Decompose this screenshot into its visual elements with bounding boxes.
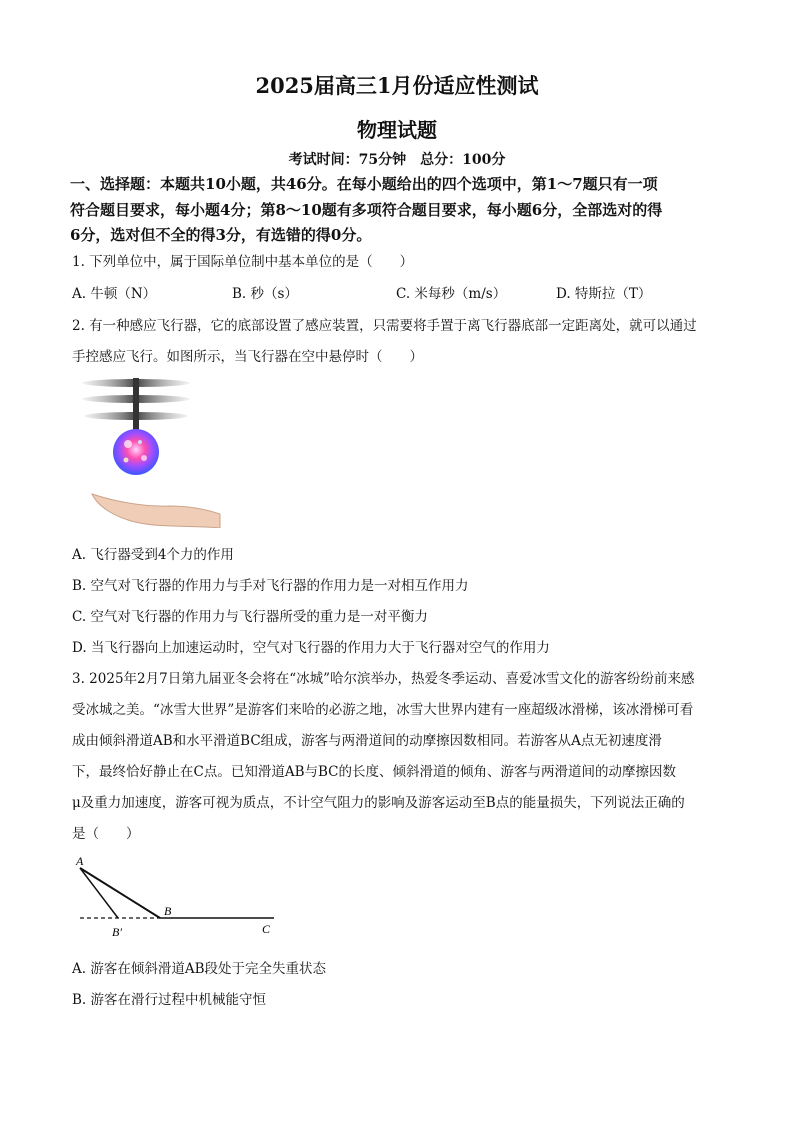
- q2-option-d: D. 当飞行器向上加速运动时，空气对飞行器的作用力大于飞行器对空气的作用力: [72, 640, 550, 656]
- q2-stem-line-1: 2. 有一种感应飞行器，它的底部设置了感应装置，只需要将手置于离飞行器底部一定距离处，就可以通过: [72, 318, 697, 334]
- slope-ab: [80, 868, 160, 918]
- q2-option-a: A. 飞行器受到4个力的作用: [72, 547, 234, 563]
- section-instructions-line-2: 符合题目要求，每小题4分；第8～10题有多项符合题目要求，每小题6分，全部选对的得: [70, 201, 663, 219]
- ice-slide-diagram: [72, 852, 278, 942]
- q3-stem-line-4: 下，最终恰好静止在C点。已知滑道AB与BC的长度、倾斜滑道的倾角、游客与两滑道间的动摩擦因数: [72, 764, 676, 780]
- q1-stem: 1. 下列单位中，属于国际单位制中基本单位的是（ ）: [72, 254, 414, 270]
- section-instructions-line-1: 一、选择题：本题共10小题，共46分。在每小题给出的四个选项中，第1～7题只有一项: [70, 175, 658, 193]
- label-b-prime: B′: [112, 925, 122, 939]
- q3-stem-line-3: 成由倾斜滑道AB和水平滑道BC组成，游客与两滑道间的动摩擦因数相同。若游客从A点无初速度滑: [72, 733, 662, 749]
- flying-ball-figure: [80, 372, 222, 528]
- exam-subtitle: 物理试题: [357, 118, 437, 142]
- exam-title: 2025届高三1月份适应性测试: [255, 73, 539, 98]
- q2-option-b: B. 空气对飞行器的作用力与手对飞行器的作用力是一对相互作用力: [72, 578, 469, 594]
- rotor-blades: [82, 378, 190, 430]
- q1-option-a: A. 牛顿（N）: [72, 286, 157, 302]
- q2-option-c: C. 空气对飞行器的作用力与飞行器所受的重力是一对平衡力: [72, 609, 428, 625]
- q1-option-c: C. 米每秒（m/s）: [396, 286, 507, 302]
- label-b: B: [164, 904, 172, 918]
- label-a: A: [76, 854, 84, 868]
- q1-option-d: D. 特斯拉（T）: [556, 286, 652, 302]
- ball: [113, 429, 159, 475]
- section-instructions-line-3: 6分，选对但不全的得3分，有选错的得0分。: [70, 226, 372, 244]
- q3-option-b: B. 游客在滑行过程中机械能守恒: [72, 992, 267, 1008]
- q3-stem-line-2: 受冰城之美。“冰雪大世界”是游客们来哈的必游之地，冰雪大世界内建有一座超级冰滑梯，该冰滑梯可看: [72, 702, 694, 718]
- exam-meta: 考试时间：75分钟 总分：100分: [288, 152, 506, 168]
- q3-option-a: A. 游客在倾斜滑道AB段处于完全失重状态: [72, 961, 327, 977]
- label-c: C: [262, 922, 271, 936]
- q3-stem-line-6: 是（ ）: [72, 826, 140, 842]
- q3-stem-line-5: μ及重力加速度，游客可视为质点，不计空气阻力的影响及游客运动至B点的能量损失，下列说法正确的: [72, 795, 685, 811]
- q2-stem-line-2: 手控感应飞行。如图所示，当飞行器在空中悬停时（ ）: [72, 349, 423, 365]
- slope-ab-prime: [80, 868, 118, 918]
- q3-stem-line-1: 3. 2025年2月7日第九届亚冬会将在“冰城”哈尔滨举办，热爱冬季运动、喜爱冰雪文化的游客纷纷前来感: [72, 671, 695, 687]
- q1-option-b: B. 秒（s）: [232, 286, 298, 302]
- hand: [92, 494, 220, 528]
